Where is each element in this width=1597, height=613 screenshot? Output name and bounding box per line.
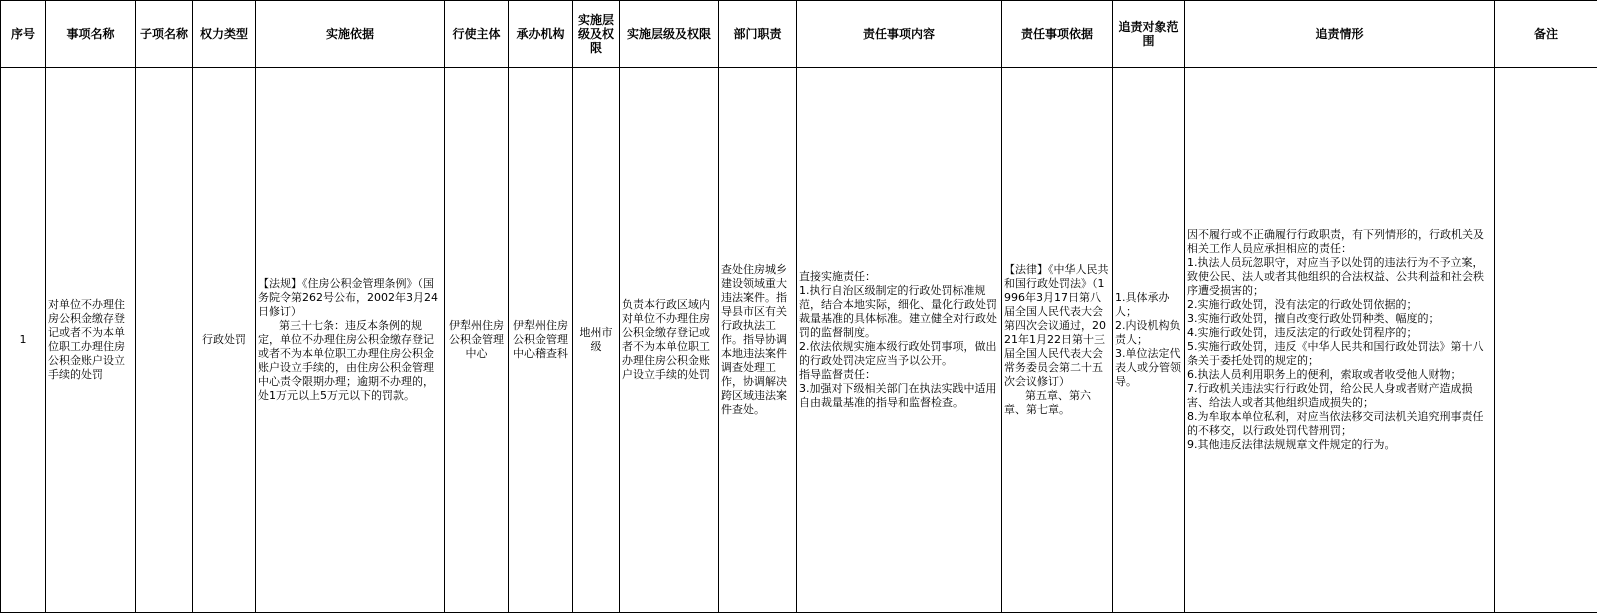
cell-basis: 【法规】《住房公积金管理条例》（国务院令第262号公布，2002年3月24日修订） 第三十七条：违反本条例的规定，单位不办理住房公积金缴存登记或者不为本单位职工办理住房公积金账户设立手续的，由住房公积金管理中心责令限期办理；逾期不办理的，处1万元以上5万元以下的罚款。 [256,68,445,613]
header-agency: 承办机构 [509,1,573,68]
cell-level-scope: 负责本行政区域内对单位不办理住房公积金缴存登记或者不为本单位职工办理住房公积金账户设立手续的处罚 [620,68,719,613]
cell-agency: 伊犁州住房公积金管理中心稽查科 [509,68,573,613]
cell-resp-content: 直接实施责任： 1.执行自治区级制定的行政处罚标准规范，结合本地实际，细化、量化行政处罚裁量基准的具体标准。建立健全对行政处罚的监督制度。 2.依法依规实施本级行政处罚事项，做出的行政处罚决定应当予以公开。 指导监督责任： 3.加强对下级相关部门在执法实践中适用自由裁量基准的指导和监督检查。 [797,68,1002,613]
header-circumstances: 追责情形 [1185,1,1495,68]
header-remark: 备注 [1495,1,1597,68]
header-resp-content: 责任事项内容 [797,1,1002,68]
header-resp-basis: 责任事项依据 [1002,1,1113,68]
header-seq: 序号 [1,1,46,68]
header-sub-item: 子项名称 [136,1,193,68]
header-basis: 实施依据 [256,1,445,68]
cell-power-type: 行政处罚 [193,68,256,613]
header-subject: 行使主体 [445,1,509,68]
header-row [1,1,1597,68]
cell-resp-basis: 【法律】《中华人民共和国行政处罚法》（1996年3月17日第八届全国人民代表大会第四次会议通过，2021年1月22日第十三届全国人民代表大会常务委员会第二十五次会议修订） 第五章、第六章、第七章。 [1002,68,1113,613]
cell-duty: 查处住房城乡建设领域重大违法案件。指导县市区有关行政执法工作。指导协调本地违法案件调查处理工作，协调解决跨区域违法案件查处。 [719,68,797,613]
cell-sub-item [136,68,193,613]
table-row [1,68,1597,613]
cell-level: 地州市级 [573,68,620,613]
header-accountable: 追责对象范围 [1113,1,1185,68]
header-item-name: 事项名称 [46,1,136,68]
header-duty: 部门职责 [719,1,797,68]
cell-circumstances: 因不履行或不正确履行行政职责，有下列情形的，行政机关及相关工作人员应承担相应的责任： 1.执法人员玩忽职守，对应当予以处罚的违法行为不予立案，致使公民、法人或者其他组织的合法权益、公共利益和社会秩序遭受损害的； 2.实施行政处罚，没有法定的行政处罚依据的； 3.实施行政处罚，擅自改变行政处罚种类、幅度的； 4.实施行政处罚，违反法定的行政处罚程序的； 5.实施行政处罚，违反《中华人民共和国行政处罚法》第十八条关于委托处罚的规定的； 6.执法人员利用职务上的便利，索取或者收受他人财物； 7.行政机关违法实行行政处罚，给公民人身或者财产造成损害、给法人或者其他组织造成损失的； 8.为牟取本单位私利，对应当依法移交司法机关追究刑事责任的不移交，以行政处罚代替刑罚； 9.其他违反法律法规规章文件规定的行为。 [1185,68,1495,613]
header-power-type: 权力类型 [193,1,256,68]
header-level-scope: 实施层级及权限 [620,1,719,68]
cell-remark [1495,68,1597,613]
cell-accountable: 1.具体承办人； 2.内设机构负责人； 3.单位法定代表人或分管领导。 [1113,68,1185,613]
cell-seq: 1 [1,68,46,613]
cell-subject: 伊犁州住房公积金管理中心 [445,68,509,613]
cell-item-name: 对单位不办理住房公积金缴存登记或者不为本单位职工办理住房公积金账户设立手续的处罚 [46,68,136,613]
header-level: 实施层级及权限 [573,1,620,68]
